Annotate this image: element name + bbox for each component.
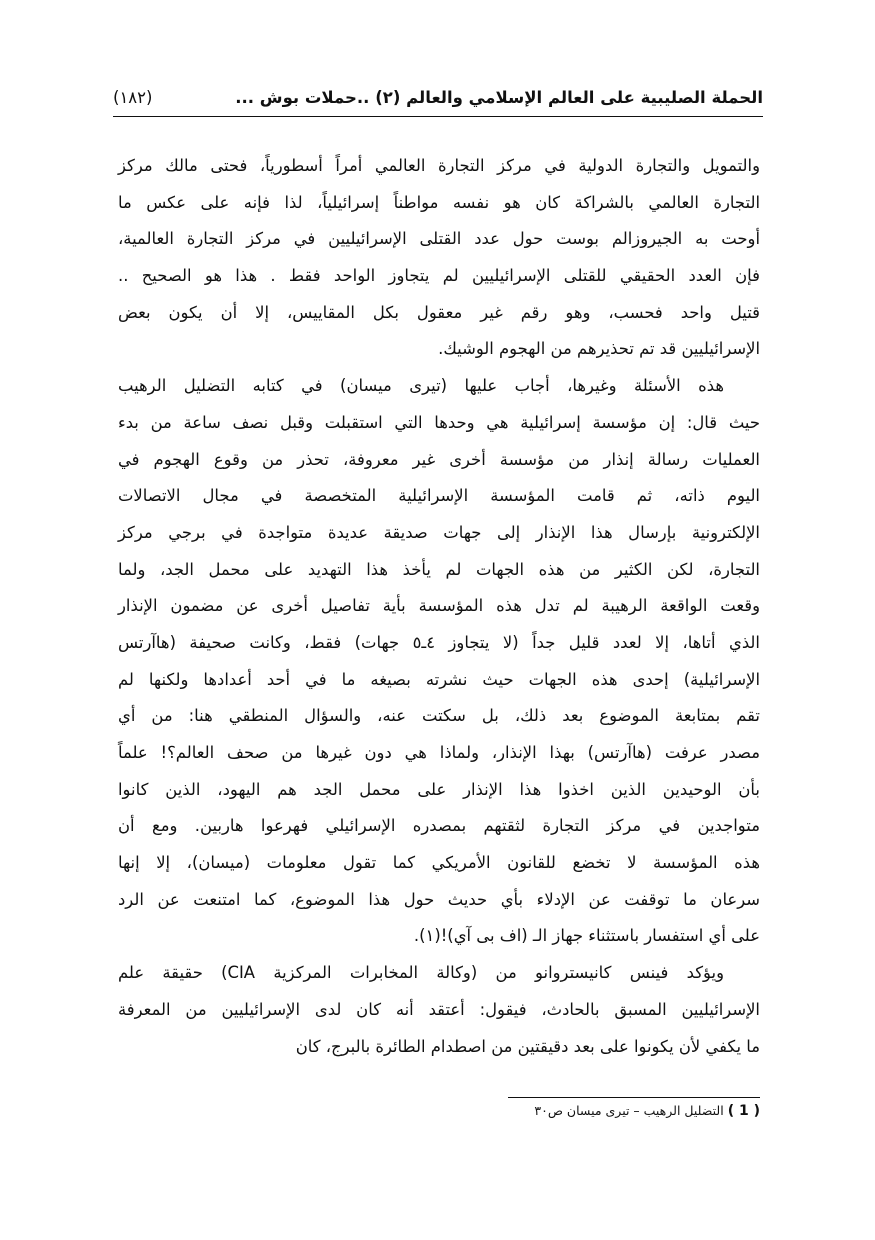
text-line: ويؤكد فينس كانيستروانو من (وكالة المخابرات المركزية CIA) حقيقة علم bbox=[118, 963, 724, 983]
text-line: على أي استفسار باستثناء جهاز الـ (اف بى آي)!(١). bbox=[413, 926, 760, 946]
text-line: الإسرائيليين المسبق بالحادث، فيقول: أعتقد أنه كان لدى الإسرائيليين من المعرفة bbox=[118, 999, 760, 1019]
text-line: حيث قال: إن مؤسسة إسرائيلية هي وحدها التي استقبلت وقبل نصف ساعة من بدء bbox=[118, 412, 760, 432]
text-line: الذي أتاها، إلا لعدد قليل جداً (لا يتجاوز ٤ـ٥ جهات) فقط، وكانت صحيفة (هاآرتس bbox=[118, 632, 760, 652]
text-line: العمليات رسالة إنذار من مؤسسة أخرى غير معروفة، تحذر من وقوع الهجوم في bbox=[118, 449, 760, 469]
text-line: قتيل واحد فحسب، وهو رقم غير معقول بكل المقاييس، إلا أن يكون بعض bbox=[118, 302, 760, 322]
text-line: هذه المؤسسة لا تخضع للقانون الأمريكي كما تقول معلومات (ميسان)، إلا إنها bbox=[118, 853, 760, 873]
running-header bbox=[113, 86, 763, 117]
footnote-marker: ( 1 ) bbox=[727, 1103, 760, 1119]
text-line: هذه الأسئلة وغيرها، أجاب عليها (تيرى ميسان) في كتابه التضليل الرهيب bbox=[118, 376, 724, 396]
text-line: والتمويل والتجارة الدولية في مركز التجارة العالمي أمراً أسطورياً، فحتى مالك مركز bbox=[118, 156, 760, 175]
text-line: التجارة العالمي بالشراكة كان هو نفسه مواطناً إسرائيلياً، لذا فإنه على عكس ما bbox=[118, 192, 760, 212]
text-line: متواجدين في مركز التجارة لثقتهم بمصدره الإسرائيلي فهرعوا هاربين. ومع أن bbox=[118, 816, 760, 836]
text-line: أوحت به الجيروزالم بوست حول عدد القتلى الإسرائيليين في مركز التجارة العالمية، bbox=[118, 229, 760, 249]
text-line: التجارة، لكن الكثير من هذه الجهات لم يأخذ هذا التهديد على محمل الجد، ولما bbox=[118, 559, 760, 579]
text-line: مصدر عرفت (هاآرتس) بهذا الإنذار، ولماذا هي دون غيرها من صحف العالم؟! علماً bbox=[118, 743, 760, 762]
paragraph bbox=[118, 368, 760, 955]
footnote-divider bbox=[508, 1097, 760, 1098]
text-line: الإسرائيلية) إحدى هذه الجهات حيث نشرته بصيغه ما في أحد أعدادها ولكنها لم bbox=[118, 669, 760, 689]
text-line: بأن الوحيدين الذين اخذوا هذا الإنذار على محمل الجد هم اليهود، الذين كانوا bbox=[118, 779, 760, 799]
paragraph bbox=[118, 955, 760, 1065]
text-line: وقعت الواقعة الرهيبة لم تدل هذه المؤسسة بأية تفاصيل أخرى عن مضمون الإنذار bbox=[118, 596, 760, 616]
text-line: ما يكفي لأن يكونوا على بعد دقيقتين من اصطدام الطائرة بالبرج، كان bbox=[295, 1036, 760, 1056]
text-line: الإسرائيليين قد تم تحذيرهم من الهجوم الوشيك. bbox=[438, 339, 760, 359]
text-line: فإن العدد الحقيقي للقتلى الإسرائيليين لم يتجاوز الواحد فقط . هذا هو الصحيح .. bbox=[118, 266, 760, 286]
body-text bbox=[118, 148, 760, 1065]
text-line: اليوم ذاته، ثم قامت المؤسسة الإسرائيلية المتخصصة في مجال الاتصالات bbox=[118, 486, 760, 506]
paragraph bbox=[118, 148, 760, 368]
page-number: (١٨٢) bbox=[113, 88, 153, 107]
text-line: الإلكترونية بإرسال هذا الإنذار إلى جهات صديقة عديدة متواجدة في برجي مركز bbox=[118, 522, 760, 542]
text-line: سرعان ما توقفت عن الإدلاء بأي حديث حول هذا الموضوع، كما امتنعت عن الرد bbox=[118, 889, 760, 909]
text-line: تقم بمتابعة الموضوع بعد ذلك، بل سكتت عنه، والسؤال المنطقي هنا: من أي bbox=[118, 706, 760, 726]
footnote-text: التضليل الرهيب – تيرى ميسان ص٣٠ bbox=[534, 1103, 724, 1118]
footnote bbox=[534, 1103, 760, 1119]
header-title: الحملة الصليبية على العالم الإسلامي والعالم (٢) ..حملات بوش ... bbox=[235, 88, 763, 107]
